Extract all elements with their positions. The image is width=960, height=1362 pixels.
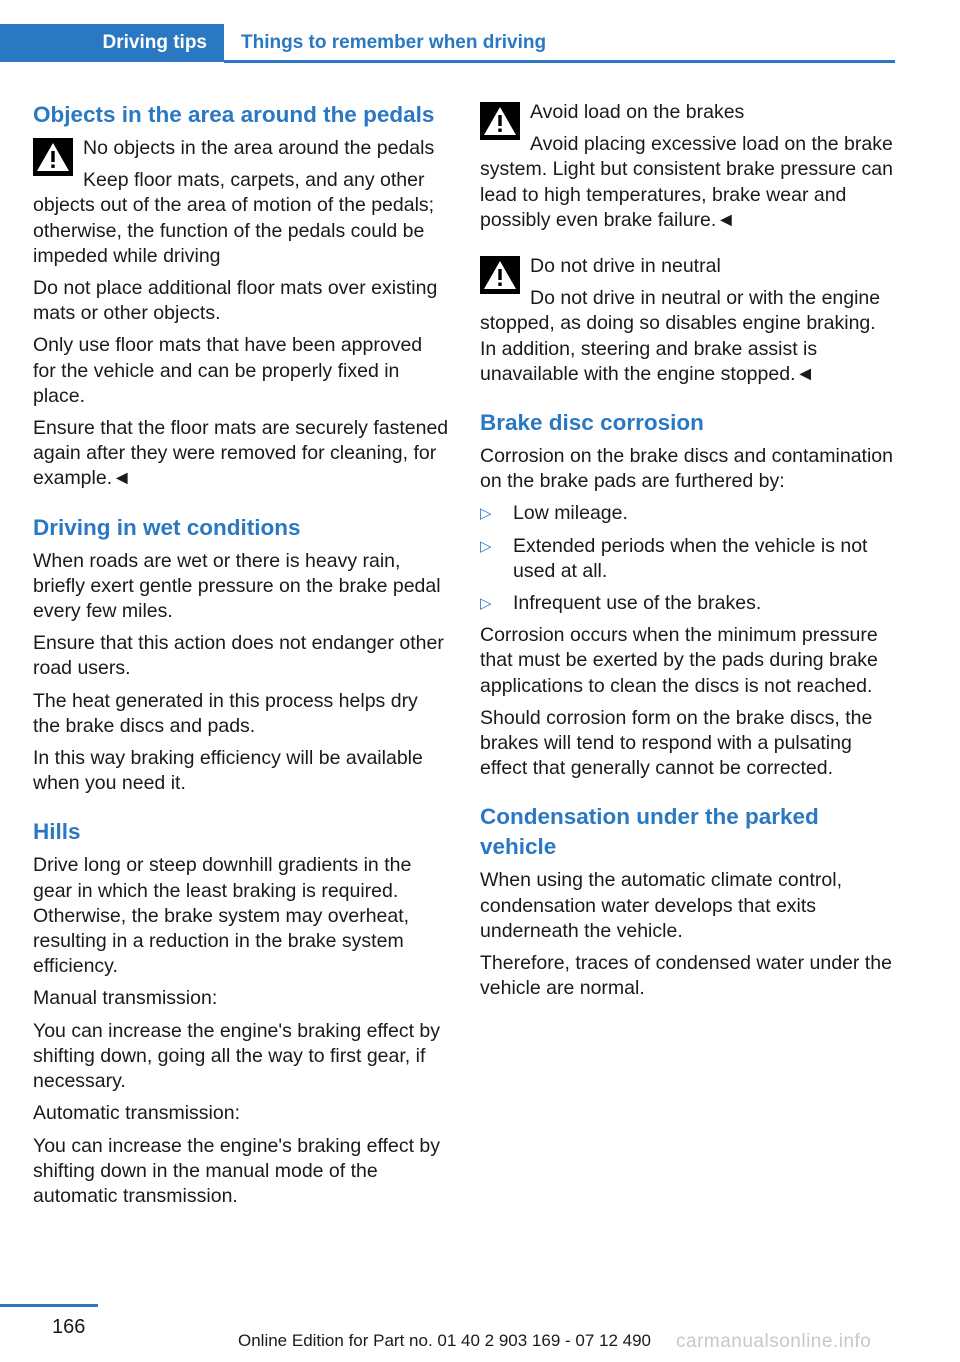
heading-objects-pedals: Objects in the area around the pedals — [33, 102, 435, 127]
edition-note: Online Edition for Part no. 01 40 2 903 169 - 07 12 490 — [238, 1331, 652, 1350]
warning-text: Do not drive in neutral or with the engine stopped, as doing so disables engine braking. In addition, steering and brake assist is unavailable with the engine stopped.◄ — [480, 287, 881, 385]
warning-block-neutral — [480, 254, 896, 387]
heading-wet-conditions: Driving in wet conditions — [33, 514, 301, 540]
heading-brake-disc-corrosion: Brake disc corrosion — [480, 410, 704, 436]
warning-text: Keep floor mats, carpets, and any other objects out of the area of motion of the pedals; otherwise, the function of the pedals could be impeded while driving — [33, 169, 435, 267]
footer-rule — [0, 1304, 98, 1307]
warning-triangle-icon — [480, 256, 520, 294]
header-rule — [224, 60, 895, 63]
paragraph: Should corrosion form on the brake discs, the brakes will tend to respond with a pulsating effect that generally cannot be corrected. — [480, 706, 873, 780]
warning-triangle-icon — [480, 102, 520, 140]
list-item — [480, 501, 896, 526]
paragraph: Only use floor mats that have been approved for the vehicle and can be properly fixed in place. — [33, 334, 423, 407]
paragraph: In this way braking efficiency will be available when you need it. — [33, 747, 423, 795]
list-item-text: Low mileage. — [513, 502, 628, 525]
paragraph: Drive long or steep downhill gradients in the gear in which the least braking is required. Otherwise, the brake system may overheat, resulting in a reduction in the brake system efficiency. — [33, 854, 412, 978]
list-item — [480, 591, 896, 616]
list-item-text: Extended periods when the vehicle is not used at all. — [513, 534, 868, 582]
page-number: 166 — [52, 1316, 86, 1338]
paragraph: Ensure that this action does not endanger other road users. — [33, 632, 444, 680]
warning-title: Avoid load on the brakes — [530, 101, 745, 123]
triangle-bullet-icon: ▷ — [480, 595, 492, 613]
corrosion-factors-list — [480, 501, 896, 616]
paragraph: When using the automatic climate control, condensation water develops that exits underneath the vehicle. — [480, 869, 843, 942]
section-tab-driving-tips: Driving tips — [0, 24, 224, 62]
warning-block-brakes-load — [480, 100, 896, 233]
triangle-bullet-icon: ▷ — [480, 505, 492, 523]
paragraph: Automatic transmission: — [33, 1102, 240, 1125]
left-column — [33, 100, 449, 1216]
paragraph: Corrosion occurs when the minimum pressure that must be exerted by the pads during brake applications to clean the discs is not reached. — [480, 624, 878, 697]
watermark-text: carmanualsonline.info — [676, 1331, 872, 1352]
paragraph: Therefore, traces of condensed water under the vehicle are normal. — [480, 952, 892, 1000]
heading-hills: Hills — [33, 819, 81, 845]
warning-block-pedals — [33, 136, 449, 269]
warning-text: Avoid placing excessive load on the brake system. Light but consistent brake pressure can lead to high temperatures, brake wear and possibly even brake failure.◄ — [480, 133, 893, 231]
paragraph: Do not place additional floor mats over existing mats or other objects. — [33, 277, 438, 325]
paragraph: Corrosion on the brake discs and contamination on the brake pads are furthered by: — [480, 445, 893, 493]
heading-condensation: Condensation under the parked vehicle — [480, 804, 819, 860]
paragraph: Ensure that the floor mats are securely fastened again after they were removed for cleaning, for example.◄ — [33, 417, 449, 490]
page-header — [0, 0, 895, 64]
paragraph: You can increase the engine's braking effect by shifting down in the manual mode of the automatic transmission. — [33, 1134, 441, 1207]
paragraph: You can increase the engine's braking effect by shifting down, going all the way to first gear, if necessary. — [33, 1019, 441, 1093]
warning-title: No objects in the area around the pedals — [83, 137, 435, 159]
paragraph: When roads are wet or there is heavy rain, briefly exert gentle pressure on the brake pedal every few miles. — [33, 549, 441, 623]
paragraph: The heat generated in this process helps dry the brake discs and pads. — [33, 689, 418, 737]
section-tab-things-to-remember: Things to remember when driving — [241, 32, 547, 53]
right-column — [480, 100, 896, 1008]
triangle-bullet-icon: ▷ — [480, 537, 492, 555]
warning-title: Do not drive in neutral — [530, 255, 721, 278]
list-item — [480, 534, 896, 584]
warning-triangle-icon — [33, 138, 73, 176]
list-item-text: Infrequent use of the brakes. — [513, 592, 762, 615]
paragraph: Manual transmission: — [33, 987, 218, 1010]
